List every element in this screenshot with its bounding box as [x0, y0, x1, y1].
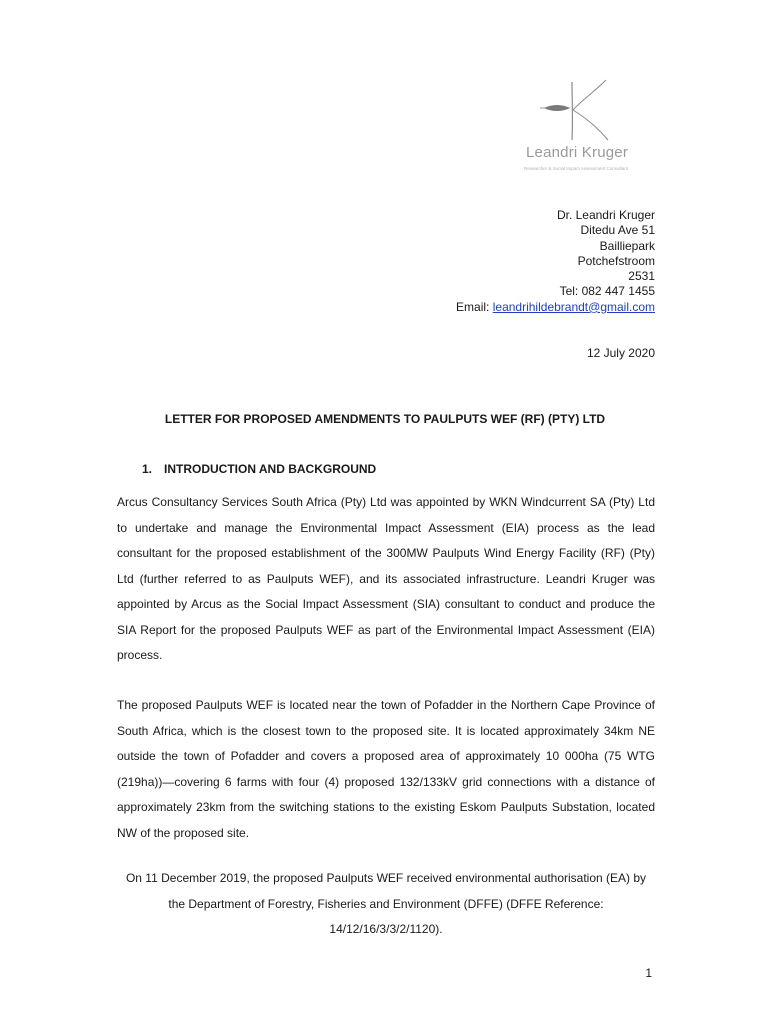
- paragraph-location: The proposed Paulputs WEF is located near the town of Pofadder in the Northern Cape Province of South Africa, which is the closest town to the proposed site. It is located approximately 34km NE outside the town of Pofadder and covers a proposed area of approximately 10 000ha (75 WTG (219ha))—covering 6 farms with four (4) proposed 132/133kV grid connections with a distance of approximately 23km from the switching stations to the existing Eskom Paulputs Substation, located NW of the proposed site.: [117, 698, 655, 840]
- section-title: INTRODUCTION AND BACKGROUND: [164, 462, 377, 476]
- letter-date: 12 July 2020: [586, 346, 655, 360]
- page-number: 1: [645, 966, 652, 980]
- letterhead-logo: [520, 78, 655, 178]
- email-label: Email:: [456, 299, 490, 314]
- sender-email-line: [456, 300, 655, 315]
- k-monogram-icon: [520, 78, 655, 148]
- letter-title: LETTER FOR PROPOSED AMENDMENTS TO PAULPUTS WEF (RF) (PTY) LTD: [164, 412, 606, 426]
- section-number: 1.: [142, 462, 153, 476]
- paragraph-authorisation: On 11 December 2019, the proposed Paulputs WEF received environmental authorisation (EA) by the Department of Forestry, Fisheries and Environment (DFFE) (DFFE Reference: 14/12/16/3/3/2/1120).: [125, 871, 647, 936]
- sender-city: Potchefstroom: [577, 253, 655, 268]
- sender-suburb: Bailliepark: [599, 238, 655, 253]
- sender-street: Ditedu Ave 51: [580, 223, 655, 238]
- sender-tel: Tel: 082 447 1455: [559, 284, 655, 299]
- sender-name: Dr. Leandri Kruger: [556, 208, 655, 222]
- logo-tagline: Researcher & Social Impact Assessment Consultant: [524, 166, 629, 171]
- sender-address: [456, 208, 655, 315]
- sender-postal-code: 2531: [628, 269, 655, 284]
- email-link[interactable]: leandrihildebrandt@gmail.com: [492, 299, 655, 314]
- logo-name: Leandri Kruger: [526, 144, 629, 161]
- paragraph-introduction: Arcus Consultancy Services South Africa (Pty) Ltd was appointed by WKN Windcurrent SA (Pty) Ltd to undertake and manage the Environmental Impact Assessment (EIA) process as the lead consultant for the proposed establishment of the 300MW Paulputs Wind Energy Facility (RF) (Pty) Ltd (further referred to as Paulputs WEF), and its associated infrastructure. Leandri Kruger was appointed by Arcus as the Social Impact Assessment (SIA) consultant to conduct and produce the SIA Report for the proposed Paulputs WEF as part of the Environmental Impact Assessment (EIA) process.: [117, 495, 655, 662]
- section-heading: [142, 462, 376, 476]
